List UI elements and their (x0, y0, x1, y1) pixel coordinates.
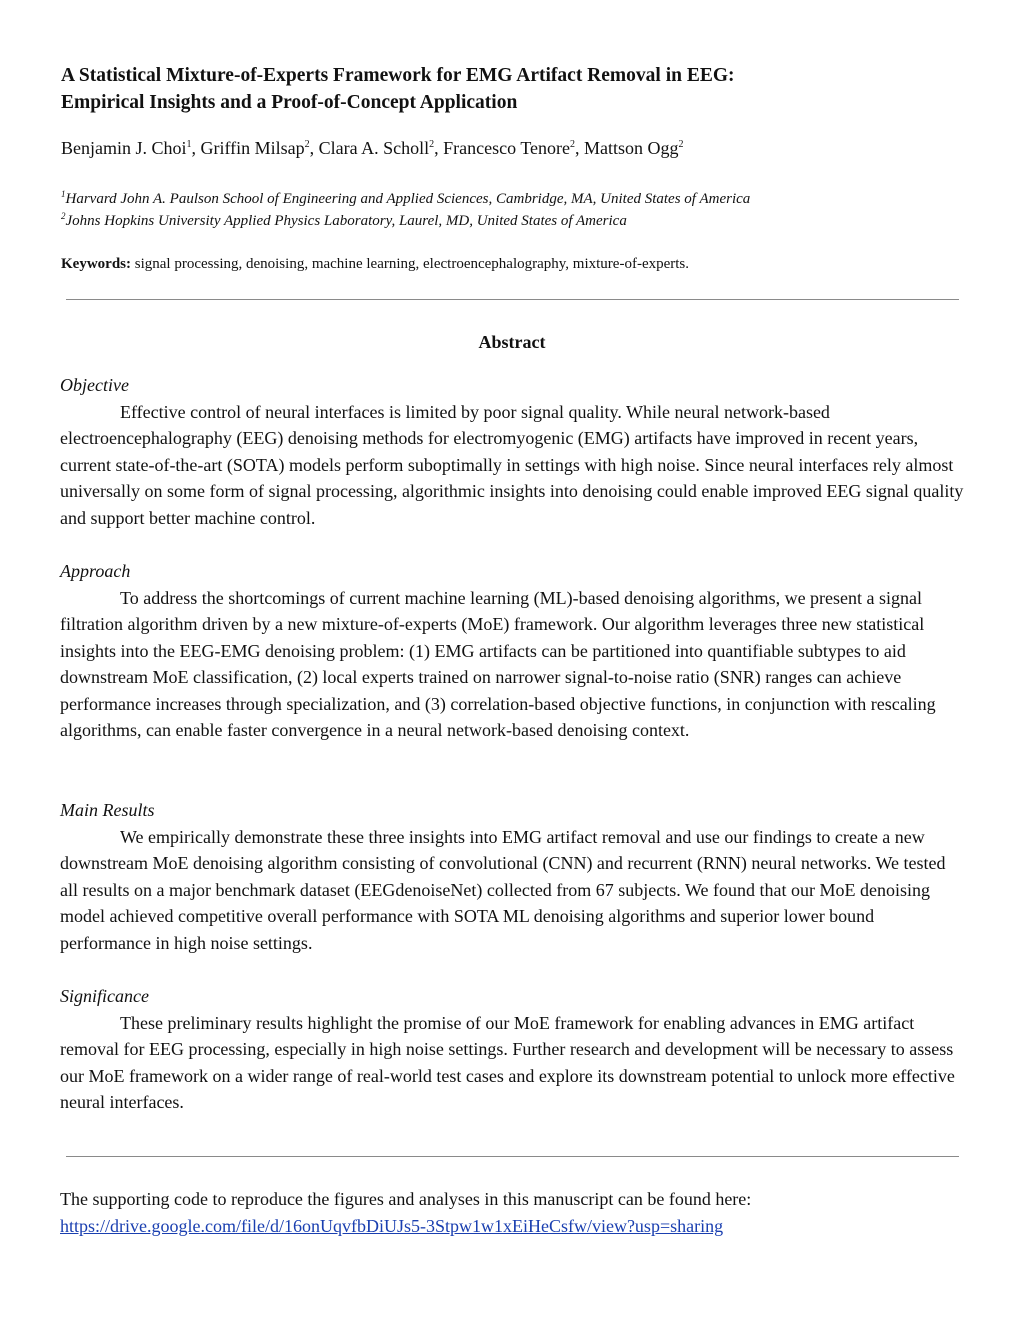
affiliation-text: Harvard John A. Paulson School of Engineering and Applied Sciences, Cambridge, MA, United States of America (65, 191, 751, 207)
author-affiliation-mark: 1 (186, 139, 192, 150)
author-affiliation-mark: 2 (678, 139, 684, 150)
author (201, 138, 319, 158)
abstract-section-approach (60, 558, 964, 744)
author (443, 138, 584, 158)
section-body-main-results: We empirically demonstrate these three insights into EMG artifact removal and use our findings to create a new downstream MoE denoising algorithm consisting of convolutional (CNN) and recurrent (RNN) neural networks. We tested all results on a major benchmark dataset (EEGdenoiseNet) collected from 67 subjects. We found that our MoE denoising model achieved competitive overall performance with SOTA ML denoising algorithms and superior lower bound performance in high noise settings. (60, 826, 946, 953)
author-separator: , (191, 138, 201, 158)
author-separator: , (575, 138, 585, 158)
author (584, 138, 684, 158)
author-name: Mattson Ogg (584, 138, 679, 158)
author-separator: , (309, 138, 319, 158)
keywords (61, 253, 961, 275)
abstract-section-main-results (60, 797, 964, 956)
affiliation-list (61, 188, 961, 232)
author-name: Francesco Tenore (443, 138, 571, 158)
section-body-significance: These preliminary results highlight the promise of our MoE framework for enabling advances in EMG artifact removal for EEG processing, especially in high noise settings. Further research and development will be necessary to assess our MoE framework on a wider range of real-world test cases and explore its downstream potential to unlock more effective neural interfaces. (60, 1012, 955, 1112)
abstract-section-significance (60, 983, 964, 1116)
section-body-approach: To address the shortcomings of current machine learning (ML)-based denoising algorithms, we present a signal filtration algorithm driven by a new mixture-of-experts (MoE) framework. Our algorithm leverages three new statistical insights into the EEG-EMG denoising problem: (1) EMG artifacts can be partitioned into quantifiable subtypes to aid downstream MoE classification, (2) local experts trained on narrower signal-to-noise ratio (SNR) ranges can achieve performance increases through specialization, and (3) correlation-based objective functions, in conjunction with rescaling algorithms, can enable faster convergence in a neural network-based denoising context. (60, 587, 936, 740)
affiliation-number: 1 (61, 189, 66, 199)
author-affiliation-mark: 2 (429, 139, 435, 150)
horizontal-divider-top (66, 299, 959, 300)
keywords-label: Keywords: (61, 256, 131, 272)
author-affiliation-mark: 2 (570, 139, 576, 150)
affiliation (61, 210, 961, 232)
author-name: Griffin Milsap (200, 138, 305, 158)
affiliation (61, 188, 961, 210)
author (61, 138, 201, 158)
section-heading-objective: Objective (60, 375, 129, 395)
author-name: Clara A. Scholl (318, 138, 430, 158)
section-body-objective: Effective control of neural interfaces is limited by poor signal quality. While neural network-based electroencephalography (EEG) denoising methods for electromyogenic (EMG) artifacts have improved in recent years, current state-of-the-art (SOTA) models perform suboptimally in settings with high noise. Since neural interfaces rely almost universally on some form of signal processing, algorithmic insights into denoising could enable improved EEG signal quality and support better machine control. (60, 401, 964, 528)
horizontal-divider-bottom (66, 1156, 959, 1157)
paper-title (61, 62, 961, 116)
abstract-heading: Abstract (478, 332, 546, 352)
section-heading-significance: Significance (60, 986, 149, 1006)
keywords-text: signal processing, denoising, machine learning, electroencephalography, mixture-of-experts. (131, 256, 690, 272)
code-availability-note (60, 1186, 964, 1239)
code-availability-text: The supporting code to reproduce the figures and analyses in this manuscript can be found here: (60, 1189, 752, 1209)
code-link[interactable]: https://drive.google.com/file/d/16onUqvfbDiUJs5-3Stpw1w1xEiHeCsfw/view?usp=sharing (60, 1215, 724, 1236)
affiliation-text: Johns Hopkins University Applied Physics Laboratory, Laurel, MD, United States of America (65, 213, 627, 229)
paper-title-line-2: Empirical Insights and a Proof-of-Concept Application (61, 92, 518, 113)
author-list (61, 136, 961, 160)
section-heading-main-results: Main Results (60, 800, 155, 820)
author-affiliation-mark: 2 (304, 139, 310, 150)
author-name: Benjamin J. Choi (61, 138, 187, 158)
section-heading-approach: Approach (60, 561, 131, 581)
affiliation-number: 2 (61, 211, 66, 221)
author (319, 138, 444, 158)
paper-title-line-1: A Statistical Mixture-of-Experts Framework for EMG Artifact Removal in EEG: (61, 65, 735, 86)
author-separator: , (434, 138, 444, 158)
abstract-section-objective (60, 372, 964, 531)
